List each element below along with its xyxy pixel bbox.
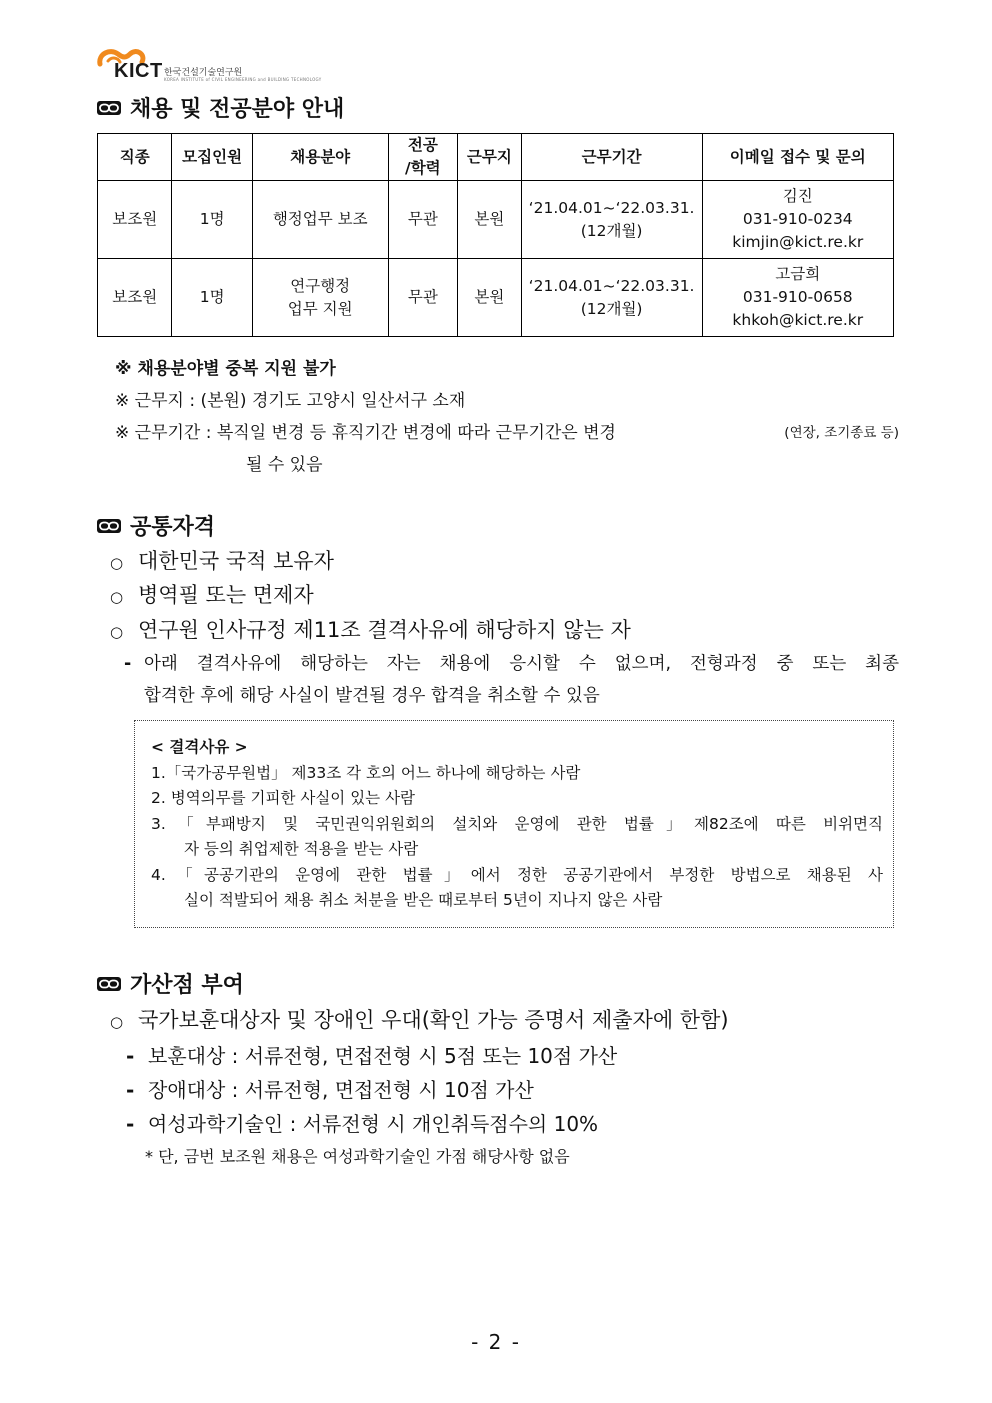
list-item-text: 연구원 인사규정 제11조 결격사유에 해당하지 않는 자 [138, 618, 631, 642]
text-line: 김진 [782, 187, 813, 205]
bonus-detail [126, 1108, 598, 1137]
bonus-detail [126, 1074, 534, 1103]
cell-location: 본원 [458, 181, 522, 259]
logo-org-english: KOREA INSTITUTE of CIVIL ENGINEERING and BUILDING TECHNOLOGY [164, 77, 322, 82]
circle-bullet-icon: ○ [110, 588, 124, 606]
column-header: 근무기간 [521, 134, 702, 181]
column-header: 직종 [98, 134, 172, 181]
cell-field-text [255, 208, 386, 231]
column-header [388, 134, 457, 181]
box-title: < 결격사유 > [151, 738, 248, 756]
list-item [110, 1004, 729, 1034]
cell-period-text [524, 275, 700, 321]
box-item-cont: 자 등의 취업제한 적용을 받는 사람 [184, 840, 419, 858]
cell-field [252, 181, 388, 259]
text-line: 031-910-0658 [742, 288, 853, 306]
column-header: 채용분야 [252, 134, 388, 181]
cell-count: 1명 [172, 181, 252, 259]
text-line: 행정업무 보조 [272, 210, 368, 228]
bonus-detail-text: 보훈대상 : 서류전형, 면접전형 시 5점 또는 10점 가산 [148, 1044, 618, 1068]
note-period [115, 418, 899, 443]
text-line: khkoh@kict.re.kr [732, 311, 864, 329]
bonus-detail-text: 여성과학기술인 : 서류전형 시 개인취득점수의 10% [148, 1112, 599, 1136]
text-line: ‘21.04.01~‘22.03.31. [528, 276, 695, 295]
box-item: 3.「부패방지 및 국민권익위원회의 설치와 운영에 관한 법률」제82조에 따른 비위면직 [151, 814, 883, 833]
column-header: 근무지 [458, 134, 522, 181]
page-number: - 2 - [471, 1330, 521, 1354]
note-no-duplicate: ※ 채용분야별 중복 지원 불가 [115, 359, 336, 379]
box-item-cont: 실이 적발되어 채용 취소 처분을 받은 때로부터 5년이 지나지 않은 사람 [184, 891, 663, 909]
list-item-text: 병역필 또는 면제자 [138, 583, 314, 607]
note-location: ※ 근무지 : (본원) 경기도 고양시 일산서구 소재 [115, 391, 466, 411]
circle-bullet-icon: ○ [110, 623, 124, 641]
dash-bullet-icon: - [126, 1078, 135, 1102]
cell-contact [702, 181, 893, 259]
note-period-cont: 될 수 있음 [246, 455, 323, 475]
list-item [110, 579, 314, 609]
list-item [110, 614, 631, 644]
note-period-paren: (연장, 조기종료 등) [784, 425, 899, 441]
bonus-detail [126, 1040, 617, 1069]
list-item-text: 대한민국 국적 보유자 [138, 549, 334, 573]
box-item: 1.「국가공무원법」 제33조 각 호의 어느 하나에 해당하는 사람 [151, 763, 581, 782]
section-title: 채용 및 전공분야 안내 [130, 97, 345, 122]
text-line: (12개월) [580, 299, 643, 318]
text-line: 전공 [407, 136, 438, 154]
kict-logo [96, 44, 322, 88]
cell-major: 무관 [388, 259, 457, 337]
footnote: * 단, 금번 보조원 채용은 여성과학기술인 가점 해당사항 없음 [145, 1147, 570, 1166]
detail-line [124, 648, 899, 680]
cell-job: 보조원 [98, 259, 172, 337]
table-row [98, 181, 894, 259]
cell-period [521, 259, 702, 337]
column-header: 모집인원 [172, 134, 252, 181]
list-item [110, 545, 334, 575]
circle-bullet-icon: ○ [110, 554, 124, 572]
section-title: 가산점 부여 [130, 973, 244, 998]
text-line: /학력 [405, 159, 441, 177]
text-line: 고금희 [775, 265, 821, 283]
box-item: 4.「공공기관의 운영에 관한 법률」에서 정한 공공기관에서 부정한 방법으로 채용된 사 [151, 865, 883, 884]
section-heading-bonus [96, 968, 244, 999]
text-line: 031-910-0234 [742, 210, 853, 228]
cell-field [252, 259, 388, 337]
text-line: kimjin@kict.re.kr [732, 233, 864, 251]
text-line: 업무 지원 [287, 299, 353, 318]
detail-line-text: 아래 결격사유에 해당하는 자는 채용에 응시할 수 없으며, 전형과정 중 또는 최종 [144, 654, 899, 674]
cell-major: 무관 [388, 181, 457, 259]
text-line: 연구행정 [290, 276, 351, 295]
cell-contact [702, 259, 893, 337]
dash-bullet-icon: - [126, 1112, 135, 1136]
recruitment-table [97, 133, 894, 337]
column-header: 이메일 접수 및 문의 [702, 134, 893, 181]
section-heading-common [96, 510, 215, 541]
logo-org-korean: 한국건설기술연구원 [164, 68, 243, 78]
disqualification-box [134, 720, 894, 928]
text-line: (12개월) [580, 221, 643, 240]
dash-bullet-icon: - [126, 1044, 135, 1068]
cell-location: 본원 [458, 259, 522, 337]
table-header-row [98, 134, 894, 181]
cell-job: 보조원 [98, 181, 172, 259]
link-icon [96, 100, 122, 116]
link-icon [96, 518, 122, 534]
cell-period [521, 181, 702, 259]
detail-line-cont: 합격한 후에 해당 사실이 발견될 경우 합격을 취소할 수 있음 [144, 686, 600, 706]
link-icon [96, 976, 122, 992]
disqualification-detail [124, 648, 899, 712]
logo-text: KICT [114, 60, 163, 82]
cell-count: 1명 [172, 259, 252, 337]
cell-contact-text [705, 185, 891, 254]
table-row [98, 259, 894, 337]
dash-bullet-icon: - [124, 654, 132, 674]
circle-bullet-icon: ○ [110, 1013, 124, 1031]
cell-field-text [255, 275, 386, 321]
cell-contact-text [705, 263, 891, 332]
section-heading-recruitment [96, 92, 344, 123]
cell-period-text [524, 197, 700, 243]
bonus-detail-text: 장애대상 : 서류전형, 면접전형 시 10점 가산 [148, 1078, 534, 1102]
note-period-text: ※ 근무기간 : 복직일 변경 등 휴직기간 변경에 따라 근무기간은 변경 [115, 423, 616, 443]
header-major [391, 134, 455, 180]
list-item-text: 국가보훈대상자 및 장애인 우대(확인 가능 증명서 제출자에 한함) [138, 1008, 729, 1032]
section-title: 공통자격 [130, 515, 216, 540]
text-line: ‘21.04.01~‘22.03.31. [528, 198, 695, 217]
box-item: 2. 병역의무를 기피한 사실이 있는 사람 [151, 789, 416, 807]
